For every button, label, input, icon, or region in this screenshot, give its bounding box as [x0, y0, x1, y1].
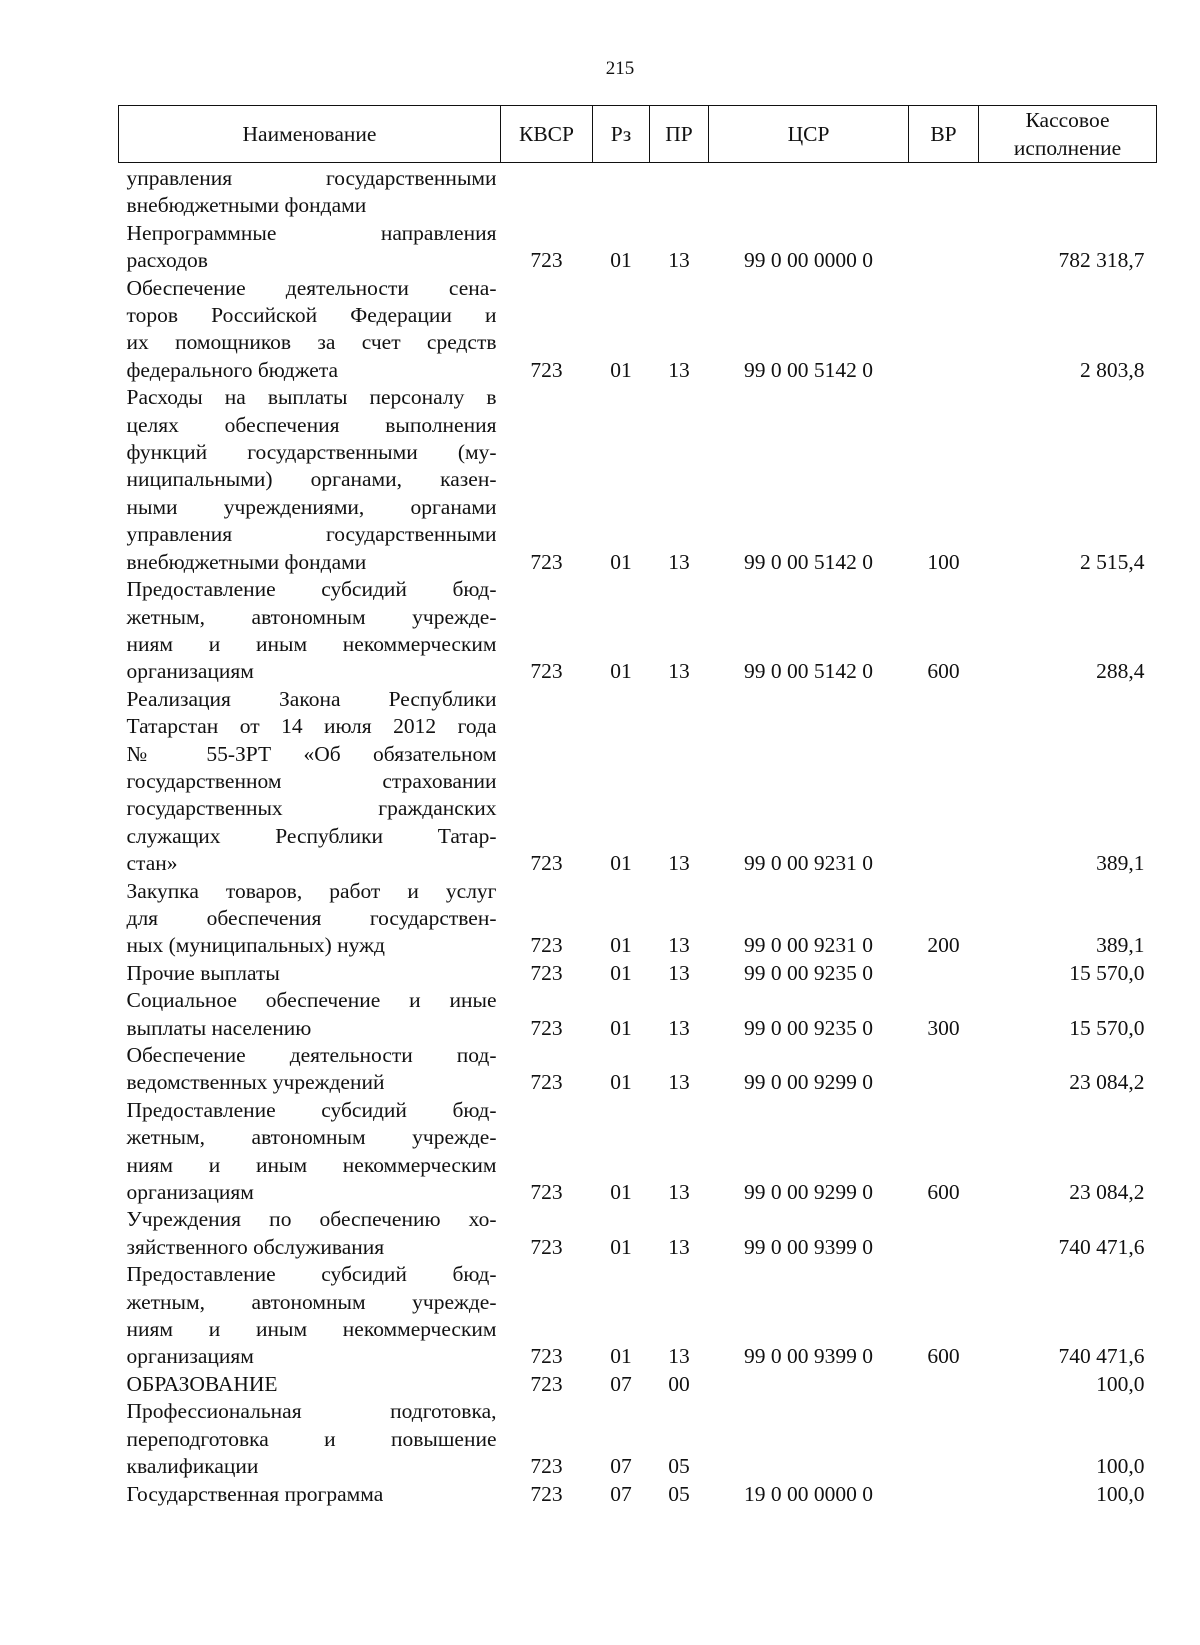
header-rz: Рз: [593, 106, 650, 163]
row-csr: [709, 163, 909, 220]
row-vr: [909, 163, 979, 220]
row-name-line: для обеспечения государствен-: [126, 905, 497, 930]
row-name-line: выплаты населению: [126, 1015, 312, 1040]
row-name-line: ОБРАЗОВАНИЕ: [126, 1371, 278, 1396]
row-sum: [979, 163, 1157, 220]
row-csr: 99 0 00 5142 0: [744, 357, 873, 382]
row-name-line: управления государственными: [126, 522, 497, 547]
table-row: [119, 960, 1157, 987]
row-vr: [909, 1371, 979, 1398]
row-name-line: Непрограммные направления: [126, 220, 497, 245]
table-row: [119, 220, 1157, 275]
row-pr: 05: [668, 1481, 690, 1506]
table-row: [119, 163, 1157, 220]
row-kvsr: 723: [530, 357, 563, 382]
row-rz: 01: [610, 933, 632, 958]
row-pr: 13: [668, 357, 690, 382]
table-row: [119, 1481, 1157, 1508]
row-kvsr: 723: [530, 933, 563, 958]
row-name-line: ниям и иным некоммерческим: [126, 1317, 497, 1342]
table-row: [119, 576, 1157, 686]
row-name-line: функций государственными (му-: [126, 440, 497, 465]
row-pr: 13: [668, 960, 690, 985]
row-pr: 13: [668, 1015, 690, 1040]
row-sum: 100,0: [1096, 1371, 1145, 1396]
row-pr: [650, 163, 709, 220]
row-vr: [909, 1398, 979, 1480]
row-rz: 01: [610, 1180, 632, 1205]
row-name-line: Предоставление субсидий бюд-: [126, 577, 497, 602]
row-vr: 100: [927, 549, 960, 574]
table-row: [119, 1261, 1157, 1371]
row-csr: 19 0 00 0000 0: [744, 1481, 873, 1506]
row-name-line: ных (муниципальных) нужд: [126, 933, 385, 958]
row-rz: 07: [610, 1371, 632, 1396]
row-sum: 740 471,6: [1058, 1344, 1145, 1369]
row-kvsr: 723: [530, 659, 563, 684]
row-kvsr: 723: [530, 1371, 563, 1396]
row-vr: 600: [927, 659, 960, 684]
row-pr: 00: [668, 1371, 690, 1396]
row-vr: [909, 1042, 979, 1097]
table-body: [119, 163, 1157, 1508]
row-name: [119, 878, 501, 960]
row-sum: 100,0: [1096, 1481, 1145, 1506]
row-name-line: Закупка товаров, работ и услуг: [126, 878, 497, 903]
row-kvsr: 723: [530, 1015, 563, 1040]
row-vr: 300: [927, 1015, 960, 1040]
row-name: [119, 1371, 501, 1398]
row-kvsr: 723: [530, 549, 563, 574]
row-rz: 07: [610, 1481, 632, 1506]
row-pr: 13: [668, 1070, 690, 1095]
table-row: [119, 275, 1157, 385]
row-name: [119, 1398, 501, 1480]
row-name-line: Расходы на выплаты персоналу в: [126, 385, 497, 410]
row-name-line: ведомственных учреждений: [126, 1070, 385, 1095]
row-kvsr: 723: [530, 960, 563, 985]
row-pr: 13: [668, 549, 690, 574]
table-row: [119, 1371, 1157, 1398]
row-name: [119, 384, 501, 576]
row-csr: 99 0 00 9299 0: [744, 1070, 873, 1095]
row-csr: 99 0 00 5142 0: [744, 659, 873, 684]
row-pr: 13: [668, 1344, 690, 1369]
row-pr: 13: [668, 1180, 690, 1205]
row-kvsr: 723: [530, 1070, 563, 1095]
row-kvsr: 723: [530, 1344, 563, 1369]
row-name: [119, 987, 501, 1042]
row-name-line: Обеспечение деятельности под-: [126, 1043, 497, 1067]
row-name-line: Государственная программа: [126, 1481, 384, 1506]
header-name: Наименование: [119, 106, 501, 163]
row-name-line: внебюджетными фондами: [126, 549, 367, 574]
header-sum-line2: исполнение: [1013, 136, 1122, 160]
row-name-line: № 55-ЗРТ «Об обязательном: [126, 741, 497, 766]
row-name-line: служащих Республики Татар-: [126, 823, 497, 848]
row-name-line: ниям и иным некоммерческим: [126, 631, 497, 656]
row-name: [119, 576, 501, 686]
row-vr: [909, 1481, 979, 1508]
row-sum: 15 570,0: [1069, 960, 1145, 985]
row-name-line: ниципальными) органами, казен-: [126, 467, 497, 492]
row-name: [119, 686, 501, 878]
row-name: [119, 1042, 501, 1097]
row-rz: 01: [610, 357, 632, 382]
row-rz: 01: [610, 1070, 632, 1095]
row-name-line: Реализация Закона Республики: [126, 686, 497, 711]
table-row: [119, 1398, 1157, 1480]
row-name-line: государственном страховании: [126, 768, 497, 793]
table-row: [119, 987, 1157, 1042]
row-name-line: Предоставление субсидий бюд-: [126, 1262, 497, 1287]
row-csr: [709, 1398, 909, 1480]
row-name-line: Профессиональная подготовка,: [126, 1399, 497, 1424]
table-row: [119, 1206, 1157, 1261]
row-name-line: расходов: [126, 248, 208, 273]
row-name-line: Учреждения по обеспечению хо-: [126, 1207, 497, 1232]
row-sum: 782 318,7: [1058, 248, 1145, 273]
row-name-line: Прочие выплаты: [126, 960, 280, 985]
row-name-line: торов Российской Федерации и: [126, 303, 497, 328]
row-name-line: Татарстан от 14 июля 2012 года: [126, 714, 497, 739]
table-row: [119, 1097, 1157, 1207]
row-rz: 01: [610, 851, 632, 876]
row-csr: 99 0 00 0000 0: [744, 248, 873, 273]
header-pr: ПР: [650, 106, 709, 163]
row-rz: 01: [610, 248, 632, 273]
row-rz: 01: [610, 1234, 632, 1259]
row-pr: 13: [668, 933, 690, 958]
row-rz: 01: [610, 1015, 632, 1040]
table-row: [119, 1042, 1157, 1097]
table-header: [119, 106, 1157, 163]
row-name-line: жетным, автономным учрежде-: [126, 1289, 497, 1314]
row-vr: 200: [927, 933, 960, 958]
row-vr: 600: [927, 1180, 960, 1205]
row-csr: 99 0 00 9235 0: [744, 1015, 873, 1040]
row-name-line: Социальное обеспечение и иные: [126, 988, 497, 1013]
row-name: [119, 275, 501, 385]
row-rz: 01: [610, 1344, 632, 1369]
row-sum: 389,1: [1096, 851, 1145, 876]
budget-table: [118, 105, 1157, 1508]
row-sum: 23 084,2: [1069, 1180, 1145, 1205]
row-name-line: ными учреждениями, органами: [126, 494, 497, 519]
row-rz: [593, 163, 650, 220]
table-row: [119, 686, 1157, 878]
header-sum: [979, 106, 1157, 163]
row-pr: 13: [668, 248, 690, 273]
row-name-line: жетным, автономным учрежде-: [126, 604, 497, 629]
row-sum: 288,4: [1096, 659, 1145, 684]
row-sum: 2 803,8: [1080, 357, 1145, 382]
row-name-line: жетным, автономным учрежде-: [126, 1125, 497, 1150]
row-sum: 15 570,0: [1069, 1015, 1145, 1040]
header-kvsr: КВСР: [501, 106, 593, 163]
row-pr: 13: [668, 851, 690, 876]
row-vr: 600: [927, 1344, 960, 1369]
row-name: [119, 1097, 501, 1207]
row-vr: [909, 275, 979, 385]
row-sum: 740 471,6: [1058, 1234, 1145, 1259]
row-name: [119, 960, 501, 987]
row-kvsr: 723: [530, 851, 563, 876]
row-csr: 99 0 00 9231 0: [744, 851, 873, 876]
row-name-line: квалификации: [126, 1454, 259, 1479]
row-csr: 99 0 00 9399 0: [744, 1234, 873, 1259]
row-pr: 05: [668, 1454, 690, 1479]
row-kvsr: 723: [530, 1454, 563, 1479]
row-kvsr: 723: [530, 1180, 563, 1205]
row-csr: 99 0 00 5142 0: [744, 549, 873, 574]
row-name-line: стан»: [126, 851, 178, 876]
table-row: [119, 878, 1157, 960]
row-csr: 99 0 00 9399 0: [744, 1344, 873, 1369]
row-rz: 01: [610, 960, 632, 985]
header-sum-line1: Кассовое: [1025, 108, 1110, 132]
row-kvsr: [501, 163, 593, 220]
row-vr: [909, 960, 979, 987]
row-name-line: федерального бюджета: [126, 357, 339, 382]
table-row: [119, 384, 1157, 576]
row-name-line: организациям: [126, 659, 254, 684]
row-name: [119, 220, 501, 275]
header-vr: ВР: [909, 106, 979, 163]
row-kvsr: 723: [530, 1481, 563, 1506]
row-csr: [709, 1371, 909, 1398]
row-name-line: зяйственного обслуживания: [126, 1234, 385, 1259]
row-name-line: внебюджетными фондами: [126, 193, 367, 218]
row-vr: [909, 1206, 979, 1261]
row-rz: 07: [610, 1454, 632, 1479]
row-name-line: организациям: [126, 1344, 254, 1369]
row-name-line: Предоставление субсидий бюд-: [126, 1097, 497, 1122]
row-name-line: организациям: [126, 1180, 254, 1205]
row-pr: 13: [668, 1234, 690, 1259]
row-name-line: ниям и иным некоммерческим: [126, 1152, 497, 1177]
page-number: 215: [605, 58, 635, 79]
row-name-line: их помощников за счет средств: [126, 330, 497, 355]
row-kvsr: 723: [530, 1234, 563, 1259]
row-sum: 100,0: [1096, 1454, 1145, 1479]
row-name-line: государственных гражданских: [126, 796, 497, 821]
row-name-line: управления государственными: [126, 166, 497, 190]
row-name-line: целях обеспечения выполнения: [126, 412, 497, 437]
row-kvsr: 723: [530, 248, 563, 273]
row-sum: 2 515,4: [1080, 549, 1145, 574]
row-name: [119, 1206, 501, 1261]
row-name-line: Обеспечение деятельности сена-: [126, 275, 497, 300]
row-vr: [909, 220, 979, 275]
row-name-line: переподготовка и повышение: [126, 1426, 497, 1451]
row-csr: 99 0 00 9231 0: [744, 933, 873, 958]
row-sum: 389,1: [1096, 933, 1145, 958]
row-pr: 13: [668, 659, 690, 684]
row-csr: 99 0 00 9235 0: [744, 960, 873, 985]
row-sum: 23 084,2: [1069, 1070, 1145, 1095]
row-name: [119, 1481, 501, 1508]
row-vr: [909, 686, 979, 878]
header-csr: ЦСР: [709, 106, 909, 163]
row-name: [119, 163, 501, 220]
row-rz: 01: [610, 549, 632, 574]
row-name: [119, 1261, 501, 1371]
row-rz: 01: [610, 659, 632, 684]
row-csr: 99 0 00 9299 0: [744, 1180, 873, 1205]
